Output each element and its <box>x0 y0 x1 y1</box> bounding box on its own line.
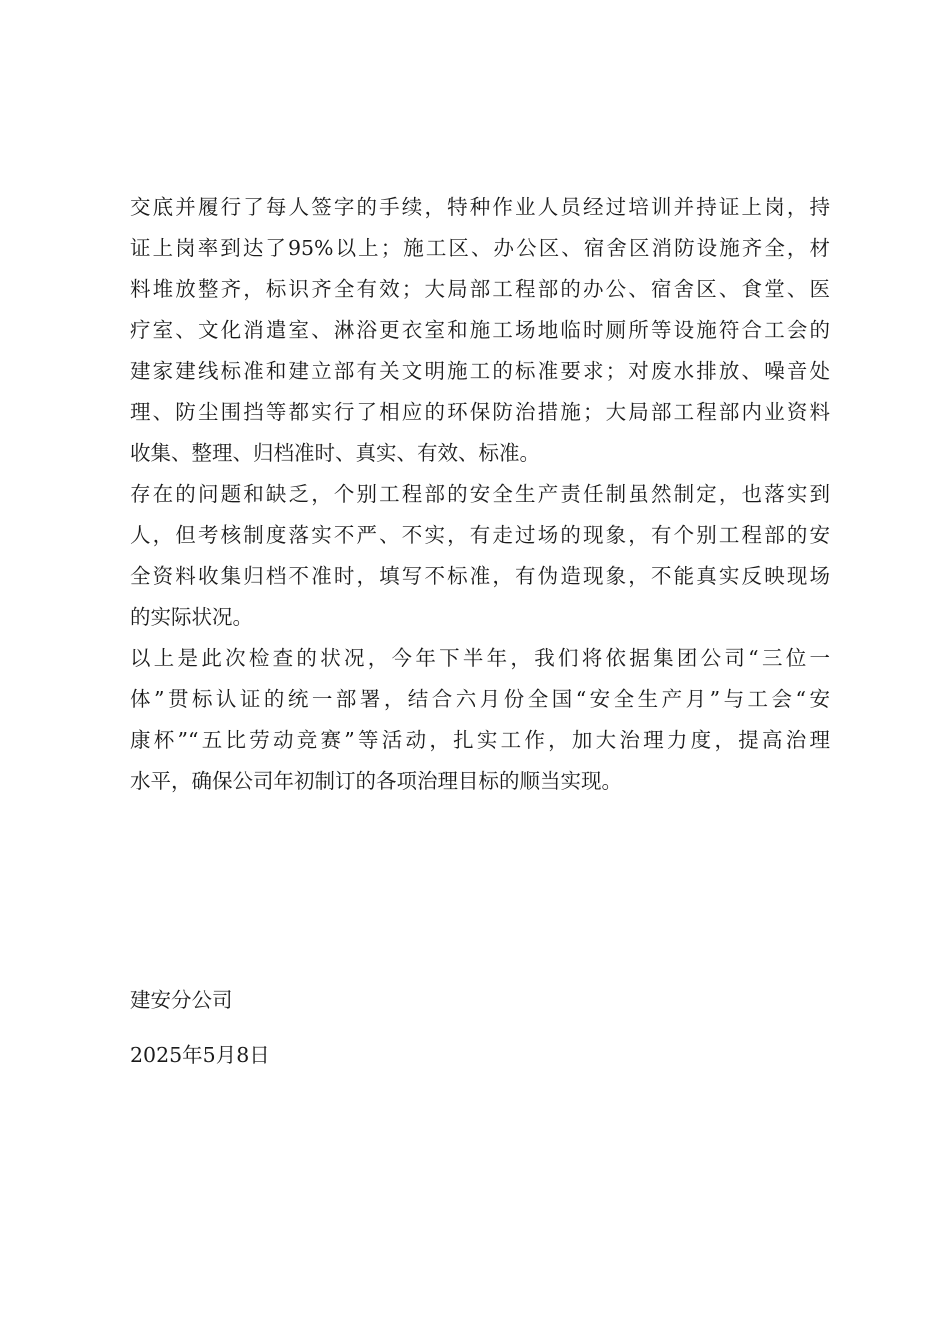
text-line: 证上岗率到达了95%以上；施工区、办公区、宿舍区消防设施齐全，材 <box>130 236 830 260</box>
signature-organization: 建安分公司 <box>130 988 233 1012</box>
paragraph-2 <box>130 474 830 638</box>
text-line: 料堆放整齐，标识齐全有效；大局部工程部的办公、宿舍区、食堂、医 <box>130 277 830 301</box>
text-line: 以上是此次检查的状况，今年下半年，我们将依据集团公司“三位一 <box>130 646 830 670</box>
text-line: 交底并履行了每人签字的手续，特种作业人员经过培训并持证上岗，持 <box>130 195 830 219</box>
text-line: 理、防尘围挡等都实行了相应的环保防治措施；大局部工程部内业资料 <box>130 400 830 424</box>
document-body <box>130 187 830 802</box>
signature-date: 2025年5月8日 <box>130 1043 270 1067</box>
paragraph-1 <box>130 187 830 474</box>
text-line: 的实际状况。 <box>130 605 253 629</box>
text-line: 收集、整理、归档准时、真实、有效、标准。 <box>130 441 540 465</box>
text-line: 疗室、文化消遣室、淋浴更衣室和施工场地临时厕所等设施符合工会的 <box>130 318 830 342</box>
text-line: 体”贯标认证的统一部署，结合六月份全国“安全生产月”与工会“安 <box>130 687 830 711</box>
text-line: 存在的问题和缺乏，个别工程部的安全生产责任制虽然制定，也落实到 <box>130 482 830 506</box>
text-line: 全资料收集归档不准时，填写不标准，有伪造现象，不能真实反映现场 <box>130 564 830 588</box>
text-line: 人，但考核制度落实不严、不实，有走过场的现象，有个别工程部的安 <box>130 523 830 547</box>
paragraph-3 <box>130 638 830 802</box>
text-line: 建家建线标准和建立部有关文明施工的标准要求；对废水排放、噪音处 <box>130 359 830 383</box>
text-line: 康杯”“五比劳动竞赛”等活动，扎实工作，加大治理力度，提高治理 <box>130 728 830 752</box>
text-line: 水平，确保公司年初制订的各项治理目标的顺当实现。 <box>130 769 622 793</box>
